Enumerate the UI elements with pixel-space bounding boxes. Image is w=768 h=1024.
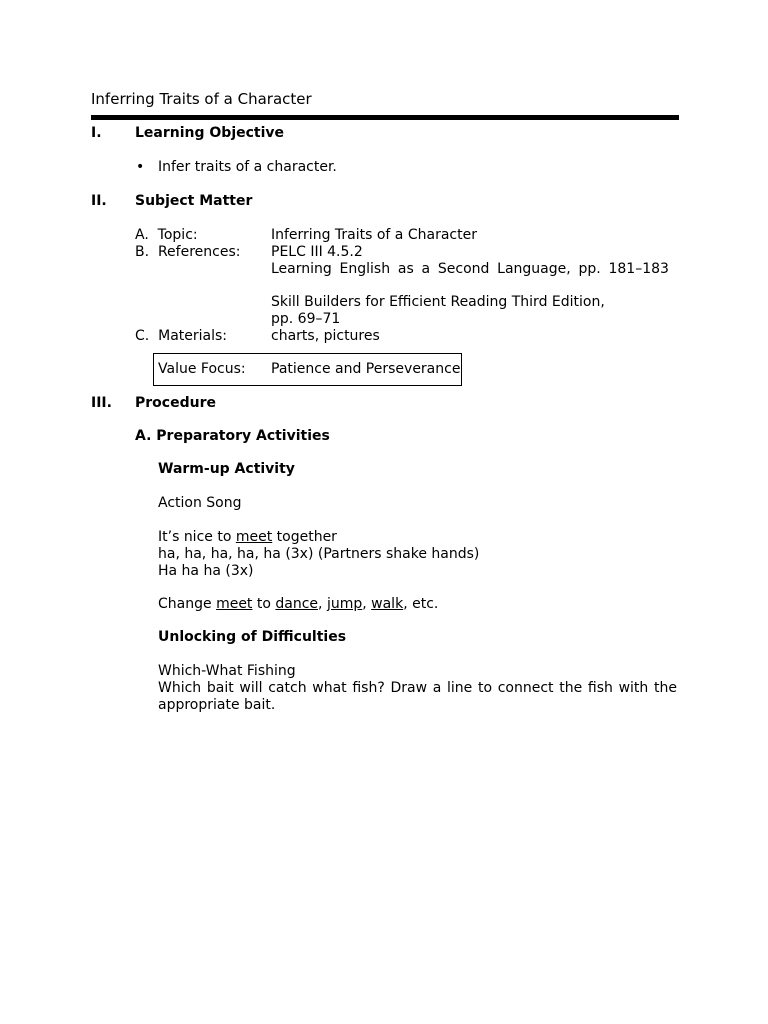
fishing-title: Which-What Fishing [158, 663, 296, 679]
reference-1: PELC III 4.5.2 [271, 244, 363, 260]
section-2-numeral: II. [91, 193, 107, 209]
song-line-1-post: together [272, 529, 337, 545]
fishing-line-1-word: Which [158, 680, 202, 696]
change-to: to [252, 596, 276, 612]
value-focus-label: Value Focus: [158, 361, 246, 377]
fishing-line-1-word: fish [587, 680, 613, 696]
reference-2-word: 181–183 [608, 261, 669, 277]
action-song-label: Action Song [158, 495, 242, 511]
reference-2-word: as [397, 261, 414, 277]
fishing-line-1-word: will [239, 680, 263, 696]
materials-label: C. Materials: [135, 328, 228, 344]
reference-2 [271, 261, 669, 278]
song-line-1 [158, 529, 337, 546]
section-2-heading: Subject Matter [135, 193, 253, 209]
change-word-walk: walk [371, 596, 404, 612]
reference-3: Skill Builders for Efficient Reading Third Edition, [271, 294, 605, 310]
fishing-line-1-word: with [618, 680, 649, 696]
change-post: , etc. [403, 596, 439, 612]
fishing-line-1-word: bait [206, 680, 234, 696]
references-label: B. References: [135, 244, 241, 260]
fishing-line-1-word: catch [268, 680, 307, 696]
fishing-instruction-line-2: appropriate bait. [158, 697, 276, 713]
warmup-heading: Warm-up Activity [158, 461, 295, 477]
fishing-line-1-word: connect [497, 680, 554, 696]
song-word-meet: meet [235, 529, 273, 545]
fishing-line-1-word: Draw [390, 680, 428, 696]
unlocking-difficulties-heading: Unlocking of Difficulties [158, 629, 347, 645]
fishing-line-1-word: line [447, 680, 473, 696]
change-pre: Change [158, 596, 217, 612]
topic-value: Inferring Traits of a Character [271, 227, 477, 243]
song-line-3: Ha ha ha (3x) [158, 563, 254, 579]
reference-2-word: a [421, 261, 431, 277]
value-focus-value: Patience and Perseverance [271, 361, 461, 377]
reference-2-word: English [339, 261, 391, 277]
change-comma-1: , [318, 596, 327, 612]
fishing-line-1-word: fish? [352, 680, 385, 696]
section-1-heading: Learning Objective [135, 125, 285, 141]
change-comma-2: , [362, 596, 372, 612]
fishing-line-1-word: the [559, 680, 583, 696]
section-1-numeral: I. [91, 125, 102, 141]
change-word-dance: dance [275, 596, 319, 612]
section-3-numeral: III. [91, 395, 112, 411]
reference-2-word: Learning [271, 261, 332, 277]
fishing-instruction-line-1 [158, 680, 677, 697]
reference-2-word: Language, [497, 261, 571, 277]
song-line-2: ha, ha, ha, ha, ha (3x) (Partners shake hands) [158, 546, 480, 562]
objective-text: Infer traits of a character. [158, 159, 337, 175]
fishing-line-1-word: the [653, 680, 677, 696]
title-rule [91, 115, 679, 120]
fishing-line-1-word: to [477, 680, 493, 696]
section-3-heading: Procedure [135, 395, 216, 411]
song-line-1-pre: It’s nice to [158, 529, 236, 545]
change-word-meet: meet [216, 596, 253, 612]
reference-2-word: pp. [578, 261, 601, 277]
materials-value: charts, pictures [271, 328, 380, 344]
fishing-line-1-word: a [432, 680, 442, 696]
topic-label: A. Topic: [135, 227, 198, 243]
bullet-marker: • [136, 159, 145, 175]
change-line [158, 596, 438, 613]
document-title: Inferring Traits of a Character [91, 90, 312, 108]
fishing-line-1-word: what [312, 680, 347, 696]
change-word-jump: jump [326, 596, 363, 612]
reference-4: pp. 69–71 [271, 311, 341, 327]
reference-2-word: Second [437, 261, 490, 277]
preparatory-activities-heading: A. Preparatory Activities [135, 428, 330, 444]
